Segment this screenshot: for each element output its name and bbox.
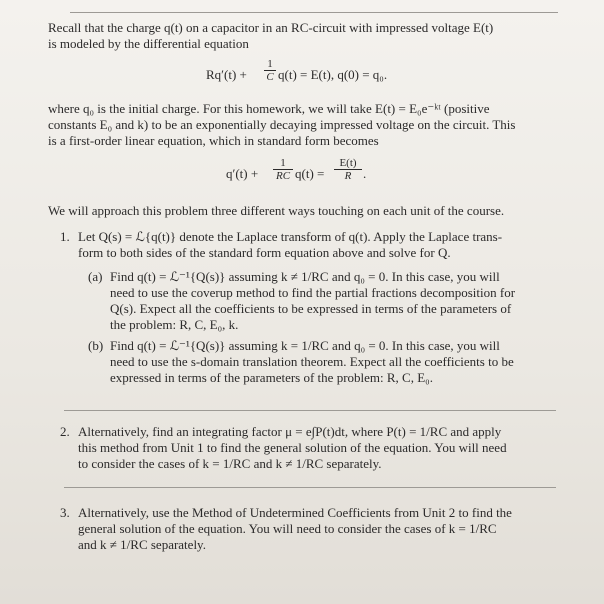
part-a-line-3: Q(s). Expect all the coefficients to be expressed in terms of the parameters of bbox=[110, 301, 512, 316]
fraction-numerator: 1 bbox=[280, 157, 286, 169]
fraction-denominator: C bbox=[266, 71, 274, 83]
part-b-line-3: expressed in terms of the parameters of the problem: R, C, E₀. bbox=[110, 370, 433, 385]
ode-right: q(t) = E(t), q(0) = q₀. bbox=[278, 67, 388, 82]
part-a-line-1: Find q(t) = ℒ⁻¹{Q(s)} assuming k ≠ 1/RC and q₀ = 0. In this case, you will bbox=[110, 269, 500, 284]
intro-line-2: is modeled by the differential equation bbox=[48, 36, 249, 51]
fraction-denominator: RC bbox=[275, 170, 291, 182]
problem-2-line-1: Alternatively, find an integrating factor μ = e∫P(t)dt, where P(t) = 1/RC and apply bbox=[78, 424, 502, 439]
fraction-numerator: E(t) bbox=[339, 157, 357, 169]
problem-2-line-3: to consider the cases of k = 1/RC and k ≠ 1/RC separately. bbox=[78, 456, 382, 471]
problem-2-line-2: this method from Unit 1 to find the general solution of the equation. You will need bbox=[78, 440, 507, 455]
problem-3-line-3: and k ≠ 1/RC separately. bbox=[78, 537, 206, 552]
problem-1-line-1: Let Q(s) = ℒ{q(t)} denote the Laplace transform of q(t). Apply the Laplace trans- bbox=[78, 229, 503, 244]
part-b-line-1: Find q(t) = ℒ⁻¹{Q(s)} assuming k = 1/RC and q₀ = 0. In this case, you will bbox=[110, 338, 500, 353]
problem-3-number: 3. bbox=[60, 505, 70, 520]
part-b-label: (b) bbox=[88, 338, 104, 353]
part-a-label: (a) bbox=[88, 269, 103, 284]
intro-line-1: Recall that the charge q(t) on a capacitor in an RC-circuit with impressed voltage E(t) bbox=[48, 20, 494, 35]
where-line-3: is a first-order linear equation, which in standard form becomes bbox=[48, 133, 379, 148]
fraction-denominator: R bbox=[344, 170, 352, 182]
problem-2-number: 2. bbox=[60, 424, 70, 439]
part-a-line-2: need to use the coverup method to find the partial fractions decomposition for bbox=[110, 285, 516, 300]
ode-fraction bbox=[264, 58, 276, 83]
ode-left: Rq′(t) + bbox=[206, 67, 247, 82]
problem-3-line-2: general solution of the equation. You will need to consider the cases of k = 1/RC bbox=[78, 521, 497, 536]
approach-line: We will approach this problem three different ways touching on each unit of the course. bbox=[48, 203, 505, 218]
sf-left: q′(t) + bbox=[226, 166, 259, 181]
answer-rule-2 bbox=[64, 487, 556, 488]
sf-rhs-fraction bbox=[334, 157, 362, 182]
problem-1-line-2: form to both sides of the standard form equation above and solve for Q. bbox=[78, 245, 451, 260]
answer-rule-1 bbox=[64, 410, 556, 411]
fraction-numerator: 1 bbox=[267, 58, 273, 70]
top-rule bbox=[70, 12, 558, 13]
problem-3-line-1: Alternatively, use the Method of Undetermined Coefficients from Unit 2 to find the bbox=[78, 505, 512, 520]
part-a-line-4: the problem: R, C, E₀, k. bbox=[110, 317, 239, 332]
part-b-line-2: need to use the s-domain translation theorem. Expect all the coefficients to be bbox=[110, 354, 514, 369]
where-line-2: constants E₀ and k) to be an exponentially decaying impressed voltage on the circuit. This bbox=[48, 117, 516, 132]
sf-middle: q(t) = bbox=[295, 166, 325, 181]
sf-fraction bbox=[273, 157, 293, 182]
where-line-1: where q₀ is the initial charge. For this homework, we will take E(t) = E₀e⁻ᵏᵗ (positive bbox=[48, 101, 490, 116]
problem-1-number: 1. bbox=[60, 229, 70, 244]
sf-end: . bbox=[363, 166, 367, 181]
